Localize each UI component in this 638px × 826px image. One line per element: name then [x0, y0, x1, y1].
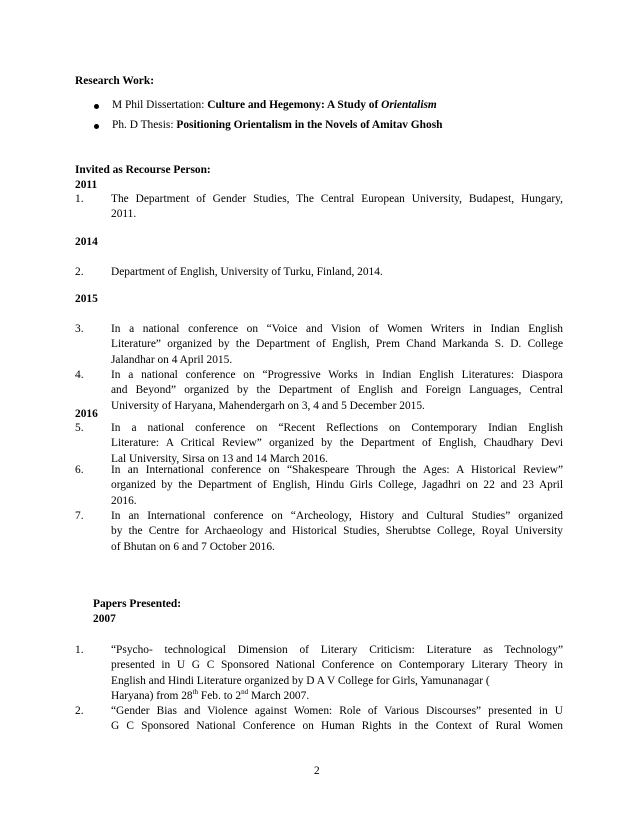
year-2014: 2014	[75, 236, 98, 248]
paper-item-2: 2. “Gender Bias and Violence against Women: Role of Various Discourses” presented in U G C Sponsored National Conference on Human Rights in the Context of Rural Women	[75, 705, 563, 733]
invited-item-7: 7. In an International conference on “Archeology, History and Cultural Studies” organized by the Centre for Archaeology and Historical Studies, Sherubtse College, Royal University of Bhutan on 6 and 7 October 2016.	[75, 510, 563, 553]
bullet-icon	[94, 104, 99, 109]
invited-item-2: 2. Department of English, University of Turku, Finland, 2014.	[75, 266, 383, 278]
invited-item-6: 6. In an International conference on “Shakespeare Through the Ages: A Historical Review” organized by the Department of English, Hindu Girls College, Jagadhri on 22 and 23 April 2016.	[75, 464, 563, 507]
research-heading: Research Work:	[75, 75, 154, 87]
year-2007: 2007	[93, 613, 116, 625]
year-2016: 2016	[75, 408, 98, 420]
paper-1-date-line: Haryana) from 28th Feb. to 2nd March 2007.	[111, 688, 310, 702]
invited-item-4: 4. In a national conference on “Progressive Works in Indian English Literatures: Diaspora and Beyond” organized by the Department of English and Foreign Languages, Central University of Haryana, Mahendergarh on 3, 4 and 5 December 2015.	[75, 369, 563, 412]
invited-item-3: 3. In a national conference on “Voice and Vision of Women Writers in Indian English Literature” organized by the Department of English, Prem Chand Markanda S. D. College Jalandhar on 4 April 2015.	[75, 323, 563, 366]
invited-item-5: 5. In a national conference on “Recent Reflections on Contemporary Indian English Literature: A Critical Review” organized by the Department of English, Chaudhary Devi Lal University, Sirsa on 13 and 14 March 2016.	[75, 422, 563, 465]
paper-item-1: 1. “Psycho- technological Dimension of Literary Criticism: Literature as Technology” presented in U G C Sponsored National Conference on Contemporary Literary Theory in English and Hindi Literature organized by D A V College for Girls, Yamunanagar ( Haryana) from 28th Feb. to 2nd March 2007.	[75, 643, 565, 705]
page-number: 2	[314, 765, 320, 777]
research-item-phd: Ph. D Thesis: Positioning Orientalism in the Novels of Amitav Ghosh	[112, 119, 443, 131]
research-item-mphil: M Phil Dissertation: Culture and Hegemony: A Study of Orientalism	[112, 99, 437, 111]
year-2015: 2015	[75, 293, 98, 305]
invited-heading: Invited as Recourse Person:	[75, 164, 211, 176]
year-2011: 2011	[75, 179, 98, 191]
invited-item-1: 1. The Department of Gender Studies, The Central European University, Budapest, Hungary, 2011.	[75, 193, 563, 221]
papers-heading: Papers Presented:	[93, 598, 182, 610]
bullet-icon	[94, 124, 99, 129]
